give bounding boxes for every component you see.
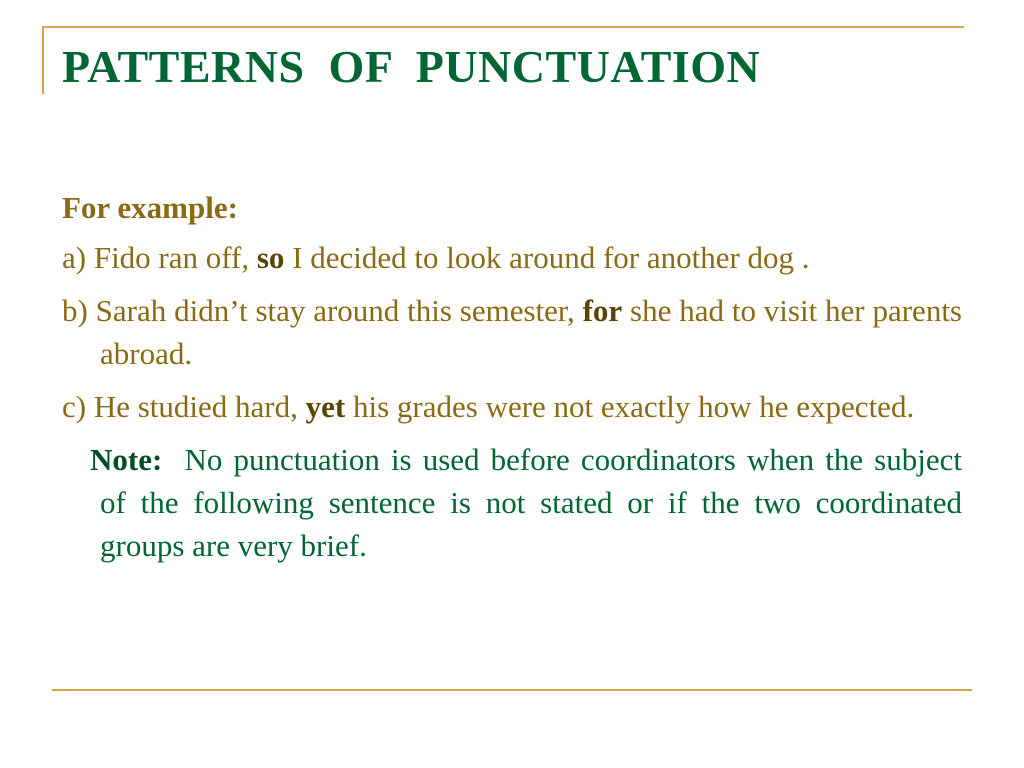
- slide-title: PATTERNS OF PUNCTUATION: [62, 41, 761, 92]
- slide-body: [62, 186, 970, 567]
- example-b: [62, 289, 962, 375]
- example-a-after: I decided to look around for another dog .: [284, 240, 810, 275]
- example-c-before: c) He studied hard,: [62, 389, 306, 424]
- note-text: No punctuation is used before coordinators when the subject of the following sentence is not stated or if the two coordinated groups are very brief.: [100, 442, 970, 563]
- example-a-coordinator: so: [256, 240, 285, 275]
- example-b-before: b) Sarah didn’t stay around this semester,: [62, 293, 583, 328]
- note-paragraph: [62, 438, 970, 567]
- note-label: Note:: [90, 442, 163, 477]
- examples-heading: For example:: [62, 190, 238, 225]
- example-c: [62, 385, 962, 428]
- top-rule: [42, 26, 964, 28]
- corner-vertical-rule: [42, 26, 44, 94]
- example-a: [62, 236, 962, 279]
- example-c-after: his grades were not exactly how he expected.: [345, 389, 915, 424]
- example-b-coordinator: for: [582, 293, 623, 328]
- bottom-rule: [52, 689, 972, 691]
- example-a-before: a) Fido ran off,: [62, 240, 257, 275]
- example-b-after: she had to visit her parents abroad.: [100, 293, 962, 371]
- example-c-coordinator: yet: [305, 389, 346, 424]
